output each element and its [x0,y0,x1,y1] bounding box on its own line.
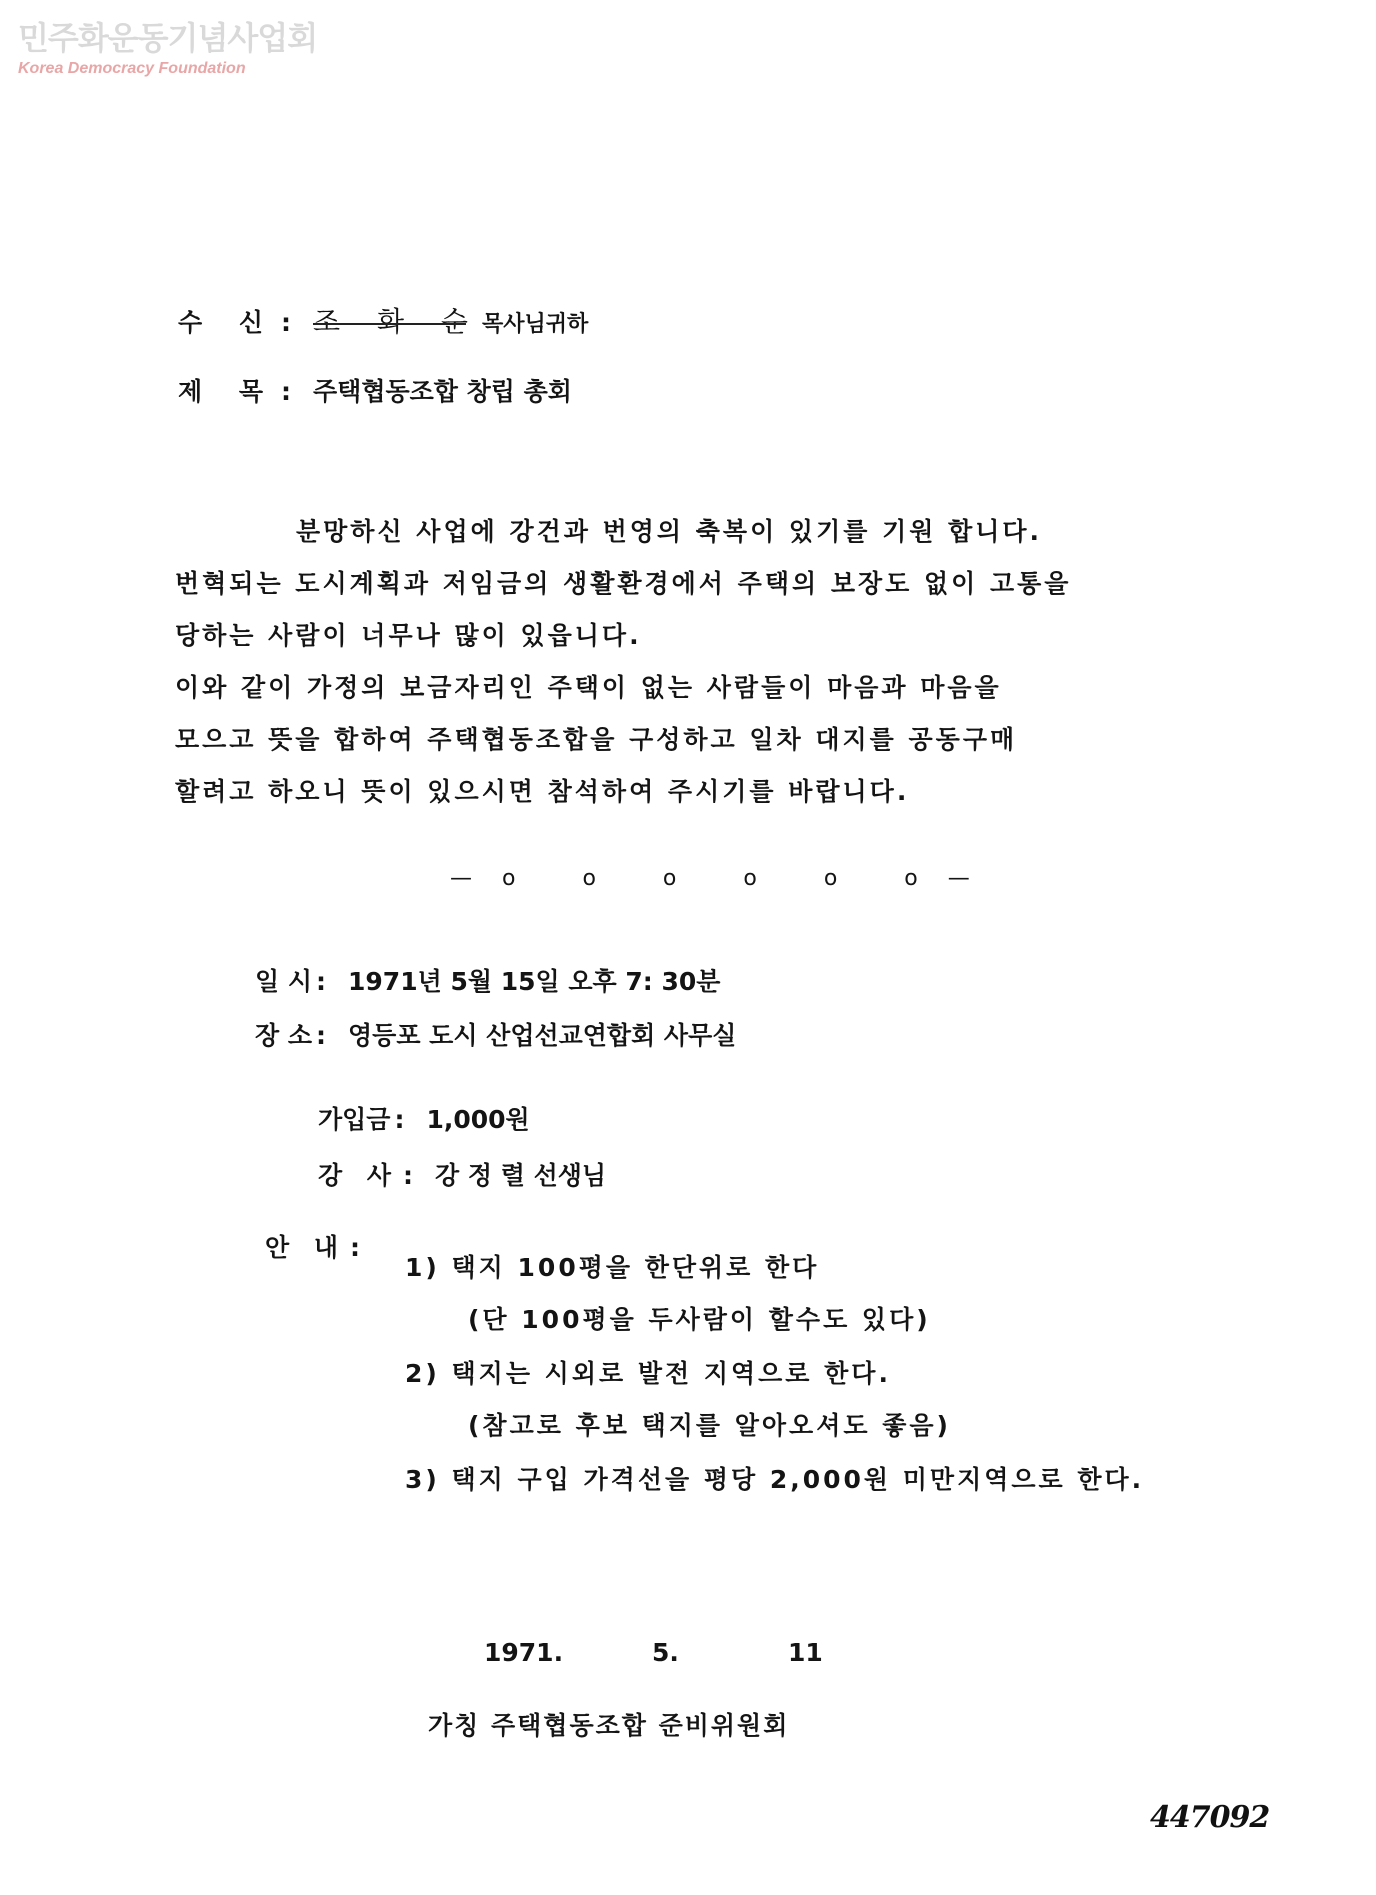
recipient-label: 수 신 [178,308,278,337]
datetime-label: 일 시 [255,967,313,996]
recipient-line [178,300,588,340]
fee-label: 가입금 [318,1105,391,1134]
guide-item: 1) 택지 100평을 한단위로 한다 [405,1253,820,1282]
watermark-korean: 민주화운동기념사업회 [18,19,318,57]
guide-label: 안 내 [265,1233,347,1262]
lecturer-line [318,1156,606,1192]
divider: —o o o o o o— [450,866,1000,891]
lecturer-label: 강 사 [318,1161,400,1190]
guide-label-line [265,1228,382,1264]
place-colon: : [316,1021,327,1050]
datetime-colon: : [316,967,327,996]
datetime-value: 1971년 5월 15일 오후 7: 30분 [348,967,721,996]
guide-item-note: (참고로 후보 택지를 알아오셔도 좋음) [468,1411,951,1440]
fee-value: 1,000원 [426,1105,530,1134]
subject-text: 주택협동조합 창립 총회 [313,377,572,406]
guide-item: 3) 택지 구입 가격선을 평당 2,000원 미만지역으로 한다. [405,1465,1145,1494]
subject-label: 제 목 [178,377,278,406]
guide-item: 2) 택지는 시외로 발전 지역으로 한다. [405,1359,891,1388]
place-label: 장 소 [255,1021,313,1050]
fee-line [318,1100,530,1136]
body-line: 분망하신 사업에 강건과 번영의 축복이 있기를 기원 합니다. [296,517,1043,546]
subject-colon: : [281,377,292,406]
archive-number: 447092 [1150,1800,1270,1835]
footer-day: 11 [788,1638,823,1667]
watermark-english: Korea Democracy Foundation [18,60,246,77]
recipient-colon: : [281,308,292,337]
body-line: 번혁되는 도시계획과 저임금의 생활환경에서 주택의 보장도 없이 고통을 [175,569,1072,598]
lecturer-value: 강 정 렬 선생님 [435,1161,607,1190]
recipient-name: 조 화 순 [313,300,482,340]
recipient-honorific: 목사님귀하 [481,312,589,337]
datetime-line [255,962,720,998]
place-value: 영등포 도시 산업선교연합회 사무실 [348,1021,737,1050]
body-line: 당하는 사람이 너무나 많이 있읍니다. [175,621,642,650]
body-line: 이와 같이 가정의 보금자리인 주택이 없는 사람들이 마음과 마음을 [175,673,1002,702]
footer-year: 1971. [484,1638,564,1667]
body-line: 모으고 뜻을 합하여 주택협동조합을 구성하고 일차 대지를 공동구매 [175,725,1018,754]
body-line: 할려고 하오니 뜻이 있으시면 참석하여 주시기를 바랍니다. [175,777,910,806]
subject-line [178,372,572,408]
lecturer-colon: : [403,1161,414,1190]
guide-colon: : [350,1233,361,1262]
place-line [255,1016,736,1052]
fee-colon: : [394,1105,405,1134]
footer-month: 5. [652,1638,679,1667]
footer-sender: 가칭 주택협동조합 준비위원회 [428,1711,790,1740]
guide-item-note: (단 100평을 두사람이 할수도 있다) [468,1305,931,1334]
